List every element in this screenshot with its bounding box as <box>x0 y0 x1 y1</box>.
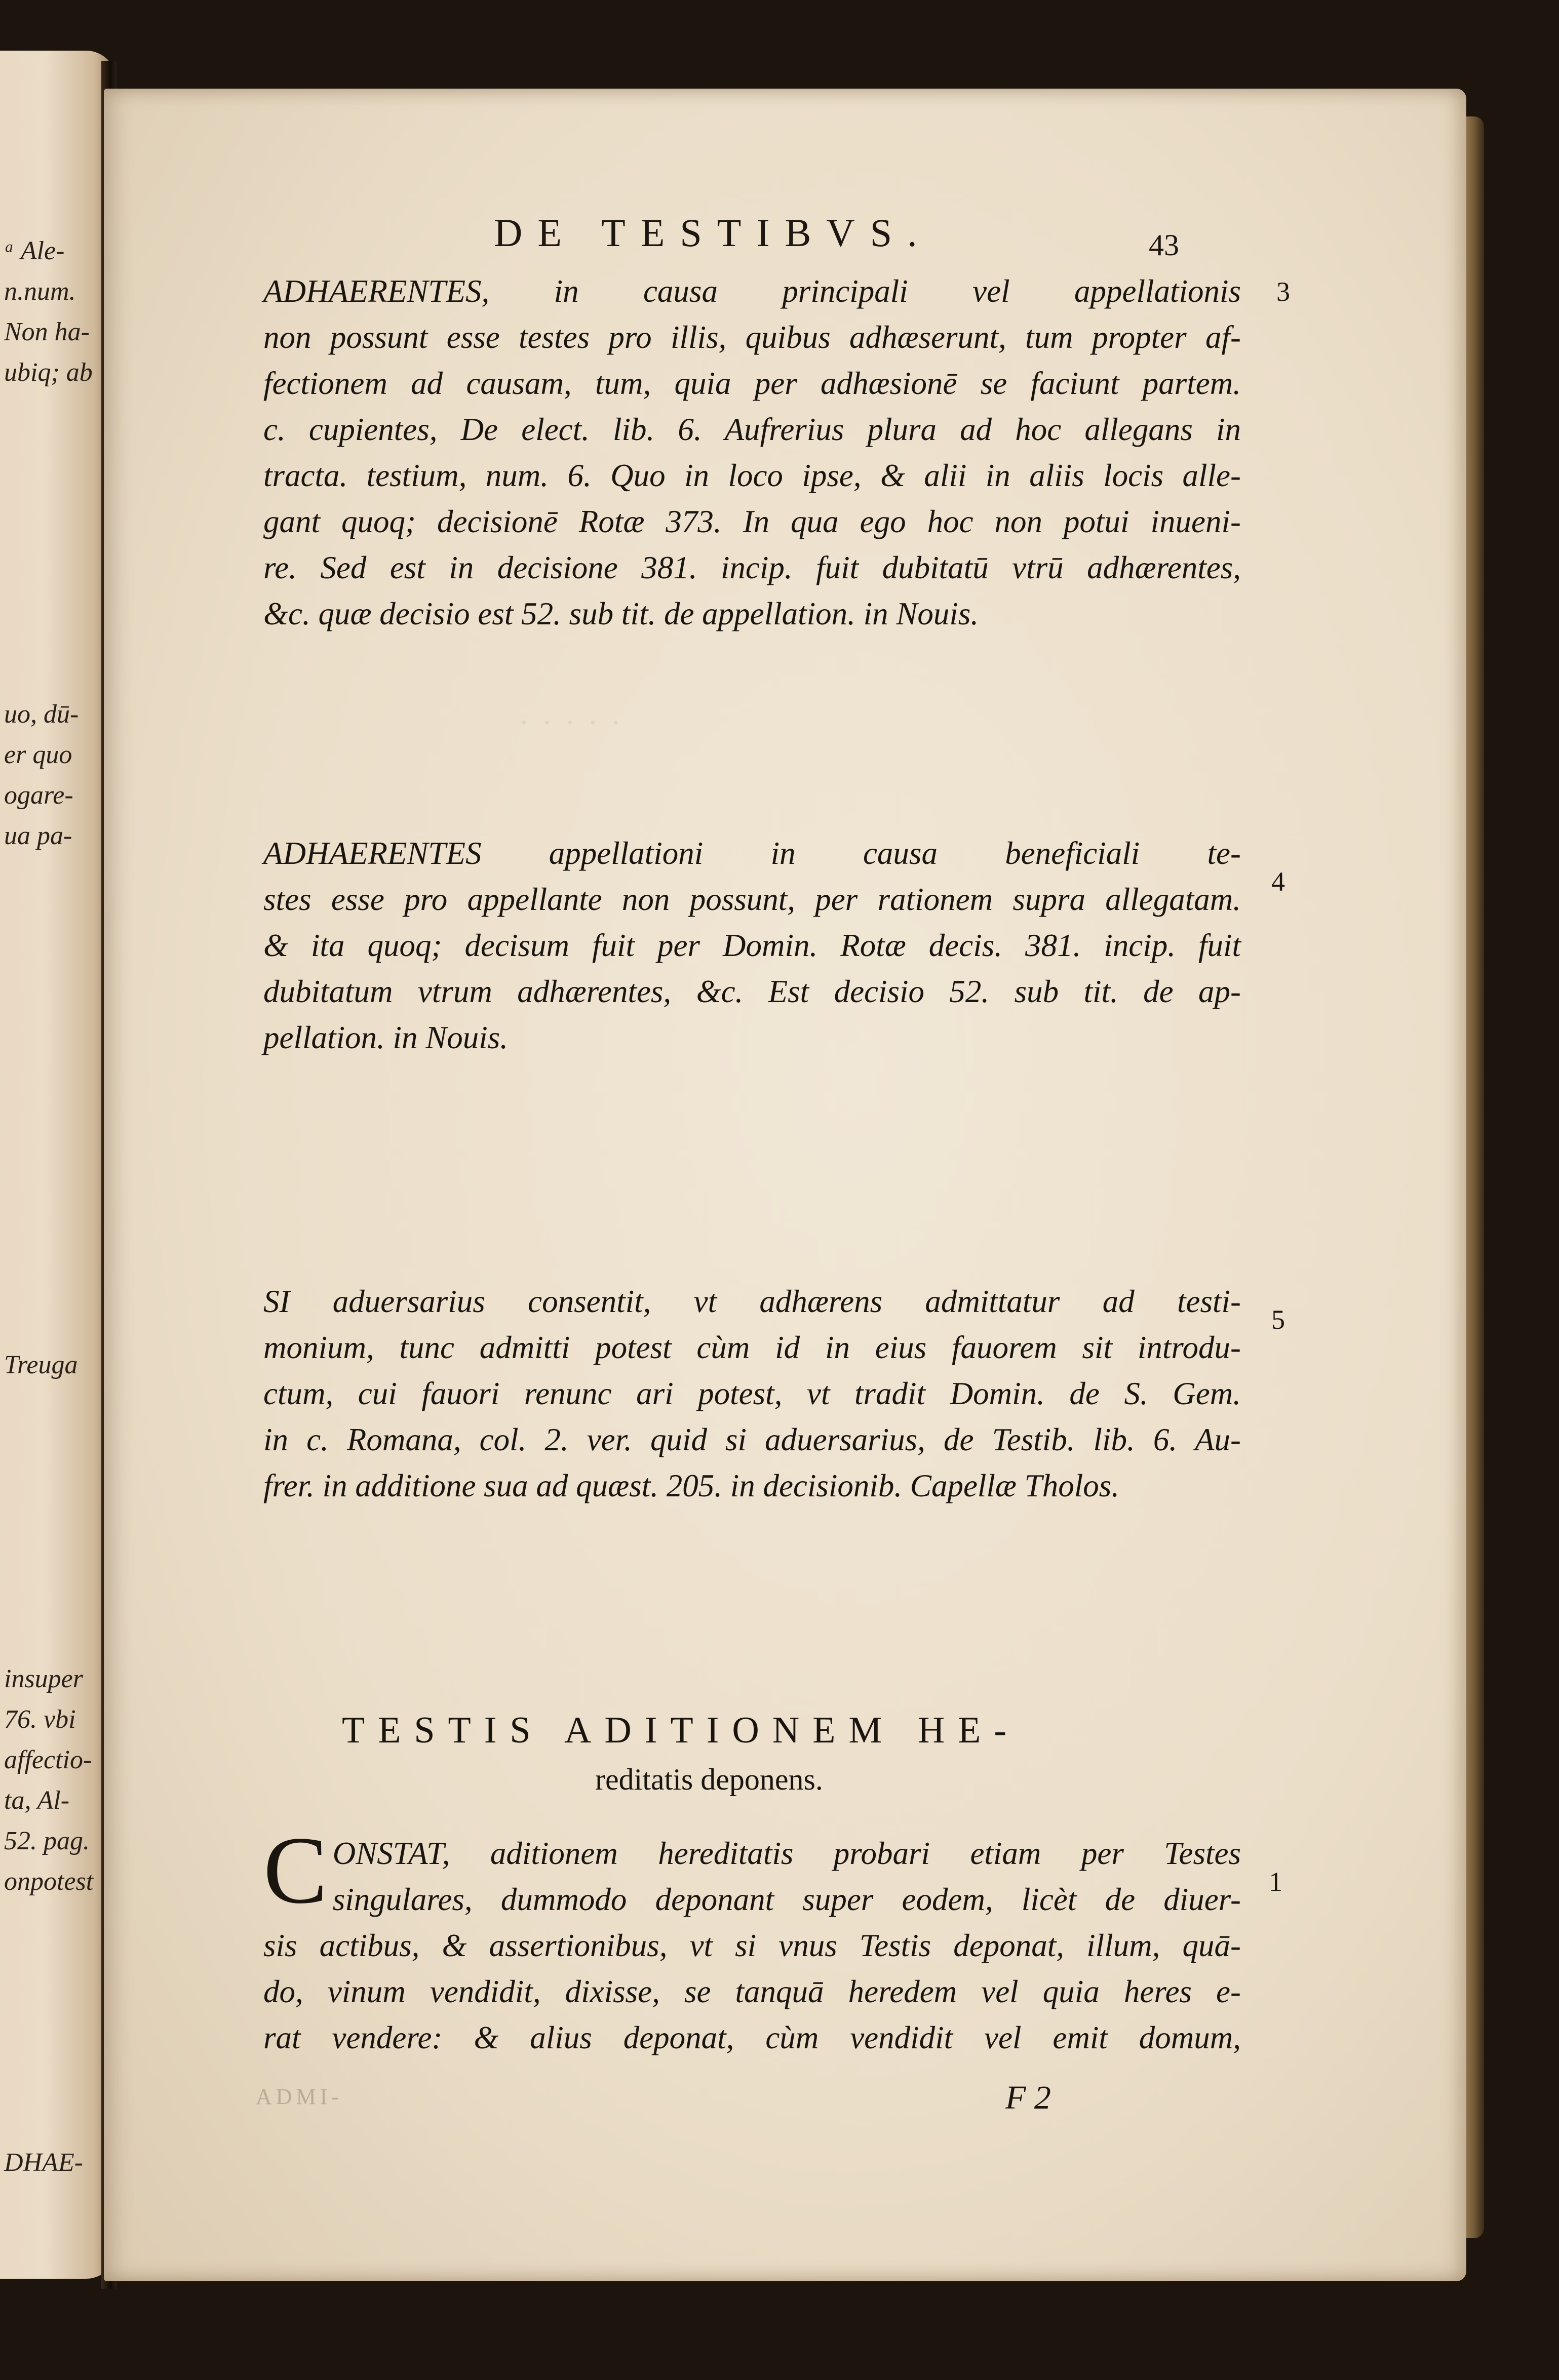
text-line: ctum, cui fauori renunc ari potest, vt tradit Domin. de S. Gem. <box>263 1376 1241 1411</box>
left-page-fragment: insuper <box>4 1664 83 1693</box>
running-head: DE TESTIBVS. <box>494 211 932 255</box>
text-line: ONSTAT, aditionem hereditatis probari etiam per Testes <box>332 1836 1241 1871</box>
text-line: gant quoq; decisionē Rotæ 373. In qua ego hoc non potui inueni- <box>263 504 1241 539</box>
text-line: &c. quæ decisio est 52. sub tit. de appellation. in Nouis. <box>263 596 979 631</box>
left-page-fragment: onpotest <box>4 1867 94 1896</box>
left-page-fragment: Non ha- <box>4 318 90 346</box>
margin-number: 1 <box>1269 1867 1282 1897</box>
left-page-fragment: n.num. <box>4 277 76 306</box>
text-line: do, vinum vendidit, dixisse, se tanquā heredem vel quia heres e- <box>263 1974 1241 2009</box>
left-page-fragment: affectio- <box>4 1746 92 1774</box>
text-line: frer. in additione sua ad quæst. 205. in decisionib. Capellæ Tholos. <box>263 1468 1119 1503</box>
left-page-fragment: ogare- <box>4 781 73 810</box>
left-page-fragment: ubiq; ab <box>4 358 93 387</box>
left-page-fragment: er quo <box>4 740 72 769</box>
text-line: fectionem ad causam, tum, quia per adhæsionē se faciunt partem. <box>263 366 1241 401</box>
text-line: c. cupientes, De elect. lib. 6. Aufrerius plura ad hoc allegans in <box>263 412 1241 447</box>
text-line: monium, tunc admitti potest cùm id in eius fauorem sit introdu- <box>263 1330 1241 1365</box>
left-page-fragment: ᵃ Ale- <box>4 236 65 265</box>
margin-number: 3 <box>1276 276 1290 307</box>
text-line: singulares, dummodo deponant super eodem, licèt de diuer- <box>332 1882 1241 1917</box>
section-subheading: reditatis deponens. <box>595 1763 823 1796</box>
drop-cap-initial: C <box>263 1817 328 1924</box>
text-line: stes esse pro appellante non possunt, per rationem supra allegatam. <box>263 882 1241 917</box>
text-line: pellation. in Nouis. <box>263 1020 509 1055</box>
left-page-fragment: uo, dū- <box>4 700 79 729</box>
paragraph-adhaerentes-appellationi <box>263 830 1241 1061</box>
text-line: rat vendere: & alius deponat, cùm vendidit vel emit domum, <box>263 2020 1241 2055</box>
text-line: & ita quoq; decisum fuit per Domin. Rotæ decis. 381. incip. fuit <box>263 928 1241 963</box>
text-line: ADHAERENTES, in causa principali vel appellationis <box>263 273 1241 309</box>
left-page-fragment: DHAE- <box>4 2148 83 2177</box>
left-page-fragment: ua pa- <box>4 821 72 850</box>
text-line: ADHAERENTES appellationi in causa beneficiali te- <box>263 836 1241 871</box>
text-line: non possunt esse testes pro illis, quibus adhæserunt, tum propter af- <box>263 320 1241 355</box>
paragraph-si-aduersarius <box>263 1279 1241 1509</box>
text-line: SI aduersarius consentit, vt adhærens admittatur ad testi- <box>263 1284 1241 1319</box>
text-line: in c. Romana, col. 2. ver. quid si aduersarius, de Testib. lib. 6. Au- <box>263 1422 1241 1457</box>
faint-catchword: ADMI- <box>256 2084 343 2109</box>
page-number: 43 <box>1149 228 1179 262</box>
signature-mark: F 2 <box>1005 2079 1051 2116</box>
paragraph-constat <box>263 1817 1241 2061</box>
text-line: sis actibus, & assertionibus, vt si vnus Testis deponat, illum, quā- <box>263 1928 1241 1963</box>
left-page-fragment: ta, Al- <box>4 1786 70 1815</box>
margin-number: 4 <box>1271 866 1285 897</box>
left-page-fragment: 52. pag. <box>4 1827 90 1855</box>
paragraph-adhaerentes-principali <box>263 268 1241 637</box>
left-page-fragment: 76. vbi <box>4 1705 76 1734</box>
text-line: tracta. testium, num. 6. Quo in loco ipse, & alii in aliis locis alle- <box>263 458 1241 493</box>
text-line: re. Sed est in decisione 381. incip. fuit dubitatū vtrū adhærentes, <box>263 550 1241 585</box>
bleed-through-text: ····· <box>506 704 621 740</box>
left-page-fragment: Treuga <box>4 1351 78 1379</box>
margin-number: 5 <box>1271 1304 1285 1335</box>
text-line: dubitatum vtrum adhærentes, &c. Est decisio 52. sub tit. de ap- <box>263 974 1241 1009</box>
section-heading: TESTIS ADITIONEM HE- <box>342 1710 1020 1751</box>
